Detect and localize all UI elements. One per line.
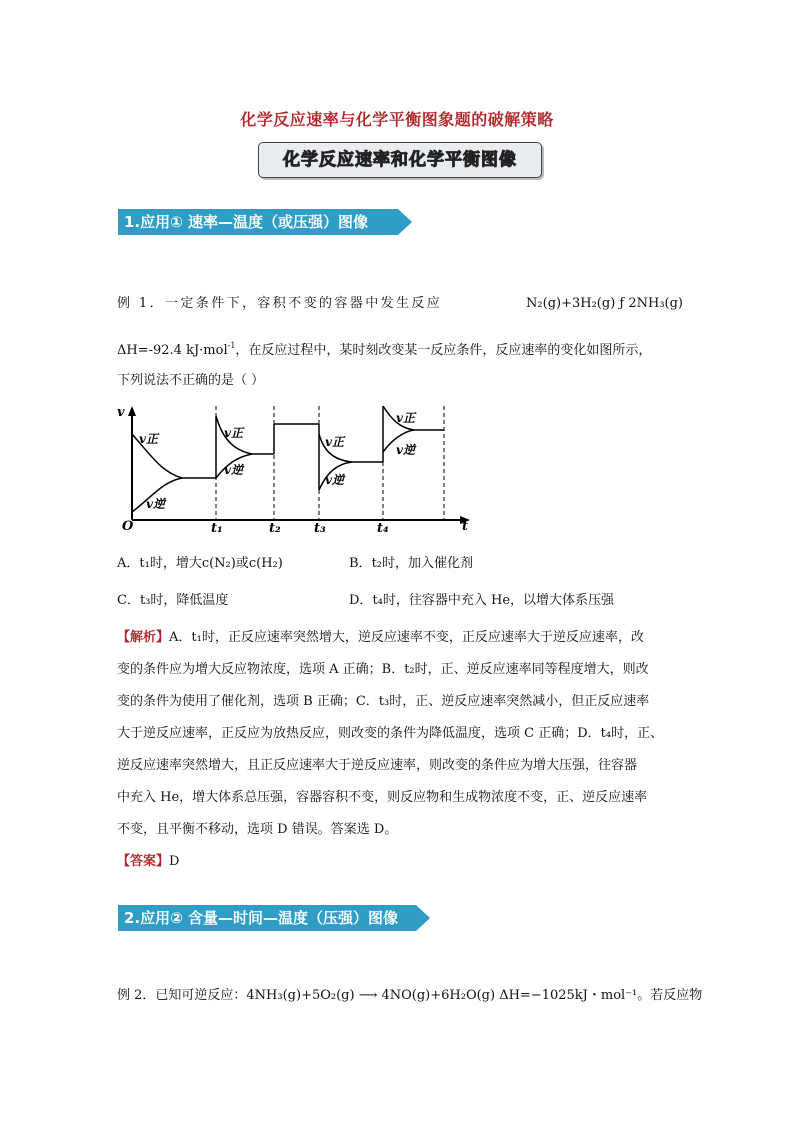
analysis-line: 不变，且平衡不移动，选项 D 错误。答案选 D。 xyxy=(117,822,398,837)
x-tick-label: t₄ xyxy=(377,521,389,532)
section-label: 2.应用② 含量—时间—温度（压强）图像 xyxy=(118,905,416,931)
page-title: 化学反应速率与化学平衡图象题的破解策略 xyxy=(240,110,554,129)
banner-arrow-icon xyxy=(398,209,412,235)
series-label-reverse: v逆 xyxy=(325,473,344,487)
series-label-reverse: v逆 xyxy=(224,463,243,477)
x-tick-label: t₂ xyxy=(269,521,281,532)
analysis-line: 【解析】A．t₁时，正反应速率突然增大，逆反应速率不变，正反应速率大于逆反应速率，改 xyxy=(117,630,644,645)
analysis-block xyxy=(117,622,683,878)
option-b: B．t₂时，加入催化剂 xyxy=(349,556,474,571)
example1-reaction: N₂(g)+3H₂(g) ƒ 2NH₃(g) xyxy=(526,296,683,311)
analysis-line: 变的条件为使用了催化剂，选项 B 正确；C．t₃时，正、逆反应速率突然减小，但正反应速率 xyxy=(117,694,650,709)
example1-line2-rest: ，在反应过程中，某时刻改变某一反应条件，反应速率的变化如图所示， xyxy=(235,343,652,358)
example1-prefix: 例 1．一定条件下，容积不变的容器中发生反应 xyxy=(117,296,443,311)
example1-line3: 下列说法不正确的是（ ） xyxy=(117,373,265,388)
series-label-forward: v正 xyxy=(325,435,344,449)
x-tick-label: t₁ xyxy=(211,521,223,532)
x-tick-label: t₃ xyxy=(314,521,326,532)
analysis-line: 变的条件应为增大反应物浓度，选项 A 正确；B．t₂时，正、逆反应速率同等程度增大，则改 xyxy=(117,662,649,677)
y-axis-arrow-icon xyxy=(128,406,136,416)
enthalpy-sup: -1 xyxy=(227,341,236,350)
y-axis-label: v xyxy=(117,405,125,420)
banner-arrow-icon xyxy=(416,905,430,931)
series-label-forward: v正 xyxy=(396,411,415,425)
series-label-forward: v正 xyxy=(139,432,158,446)
topic-box xyxy=(258,142,542,178)
x-axis-label: t xyxy=(462,519,469,532)
analysis-line: 大于逆反应速率，正反应为放热反应，则改变的条件为降低温度，选项 C 正确；D．t₄时，正、 xyxy=(117,726,664,741)
rate-time-chart xyxy=(112,402,482,532)
analysis-label: 【解析】 xyxy=(117,630,170,645)
series-label-forward: v正 xyxy=(224,426,243,440)
analysis-line: 逆反应速率突然增大，且正反应速率大于逆反应速率，则改变的条件应为增大压强，往容器 xyxy=(117,758,638,773)
enthalpy: ΔH=-92.4 kJ·mol xyxy=(117,343,228,358)
answer-line xyxy=(117,846,683,878)
option-d: D．t₄时，往容器中充入 He，以增大体系压强 xyxy=(349,593,615,608)
analysis-line: 中充入 He，增大体系总压强，容器容积不变，则反应物和生成物浓度不变，正、逆反应速率 xyxy=(117,790,648,805)
example1-line1 xyxy=(117,294,683,314)
answer-label: 【答案】 xyxy=(117,854,170,869)
answer-value: D xyxy=(169,854,180,869)
series-label-reverse: v逆 xyxy=(146,497,165,511)
option-a: A．t₁时，增大c(N₂)或c(H₂) xyxy=(117,556,283,571)
example2-line: 例 2．已知可逆反应：4NH₃(g)+5O₂(g) ⟶ 4NO(g)+6H₂O(g) ΔH=−1025kJ・mol⁻¹。若反应物 xyxy=(117,988,703,1003)
example1-line2 xyxy=(117,336,651,361)
section-label: 1.应用① 速率—温度（或压强）图像 xyxy=(118,209,398,235)
option-c: C．t₃时，降低温度 xyxy=(117,593,229,608)
series-label-reverse: v逆 xyxy=(396,443,415,457)
topic-box-text: 化学反应速率和化学平衡图像 xyxy=(283,150,517,170)
origin-label: O xyxy=(122,519,134,532)
